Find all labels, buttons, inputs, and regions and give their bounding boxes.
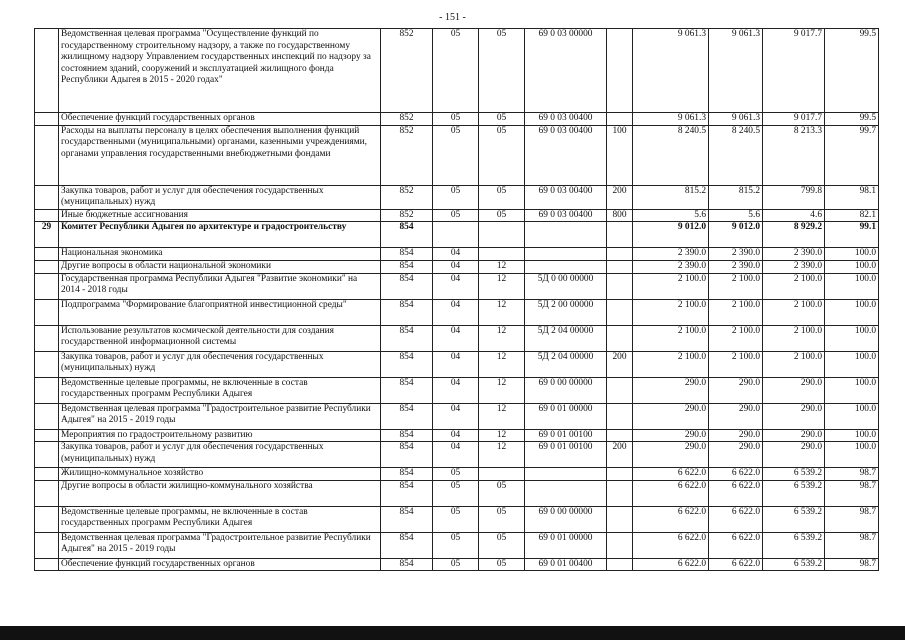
- execution-percent: 100.0: [825, 260, 879, 273]
- rz-code: 04: [433, 273, 479, 299]
- refined-amount: 2 100.0: [709, 273, 763, 299]
- table-row: [35, 248, 879, 261]
- row-number: [35, 325, 59, 351]
- csr-code: [525, 480, 607, 506]
- execution-percent: 100.0: [825, 299, 879, 325]
- pr-code: 05: [479, 29, 525, 113]
- ved-code: 854: [381, 273, 433, 299]
- execution-percent: 100.0: [825, 429, 879, 442]
- rz-code: 05: [433, 506, 479, 532]
- table-body: [35, 29, 879, 571]
- row-number: [35, 260, 59, 273]
- executed-amount: 799.8: [763, 185, 825, 209]
- refined-amount: 290.0: [709, 429, 763, 442]
- row-number: [35, 377, 59, 403]
- execution-percent: 98.7: [825, 558, 879, 571]
- table-row: [35, 506, 879, 532]
- plan-amount: 290.0: [633, 429, 709, 442]
- pr-code: 05: [479, 532, 525, 558]
- ved-code: 854: [381, 480, 433, 506]
- row-number: [35, 480, 59, 506]
- execution-percent: 98.7: [825, 506, 879, 532]
- refined-amount: 2 390.0: [709, 248, 763, 261]
- row-number: [35, 29, 59, 113]
- refined-amount: 290.0: [709, 377, 763, 403]
- ved-code: 854: [381, 222, 433, 248]
- plan-amount: 5.6: [633, 209, 709, 222]
- row-name: Расходы на выплаты персоналу в целях обеспечения выполнения функций государственными (муниципальными) органами, казенными учреждениями, органами управления государственными внебюджетными фондами: [59, 125, 381, 185]
- vr-code: [607, 506, 633, 532]
- execution-percent: 100.0: [825, 273, 879, 299]
- pr-code: 12: [479, 351, 525, 377]
- ved-code: 854: [381, 260, 433, 273]
- table-row: [35, 558, 879, 571]
- plan-amount: 290.0: [633, 403, 709, 429]
- row-number: [35, 113, 59, 126]
- executed-amount: 2 100.0: [763, 273, 825, 299]
- csr-code: 69 0 03 00400: [525, 125, 607, 185]
- executed-amount: 2 100.0: [763, 325, 825, 351]
- row-number: 29: [35, 222, 59, 248]
- execution-percent: 98.7: [825, 532, 879, 558]
- table-row: [35, 29, 879, 113]
- ved-code: 854: [381, 325, 433, 351]
- csr-code: 5Д 2 04 00000: [525, 351, 607, 377]
- vr-code: [607, 113, 633, 126]
- ved-code: 854: [381, 558, 433, 571]
- refined-amount: 9 061.3: [709, 29, 763, 113]
- ved-code: 854: [381, 299, 433, 325]
- csr-code: 69 0 03 00400: [525, 209, 607, 222]
- executed-amount: 2 100.0: [763, 299, 825, 325]
- pr-code: 12: [479, 429, 525, 442]
- csr-code: 69 0 00 00000: [525, 506, 607, 532]
- csr-code: 69 0 01 00100: [525, 429, 607, 442]
- pr-code: 05: [479, 480, 525, 506]
- ved-code: 852: [381, 185, 433, 209]
- row-name: Обеспечение функций государственных органов: [59, 558, 381, 571]
- row-number: [35, 248, 59, 261]
- row-number: [35, 468, 59, 481]
- plan-amount: 8 240.5: [633, 125, 709, 185]
- row-name: Ведомственная целевая программа "Градостроительное развитие Республики Адыгея" на 2015 - 2019 годы: [59, 403, 381, 429]
- table-row: [35, 209, 879, 222]
- executed-amount: 8 213.3: [763, 125, 825, 185]
- pr-code: 05: [479, 185, 525, 209]
- refined-amount: 5.6: [709, 209, 763, 222]
- ved-code: 854: [381, 506, 433, 532]
- plan-amount: 6 622.0: [633, 558, 709, 571]
- rz-code: 04: [433, 351, 479, 377]
- execution-percent: 100.0: [825, 403, 879, 429]
- vr-code: [607, 480, 633, 506]
- pr-code: 12: [479, 442, 525, 468]
- refined-amount: 6 622.0: [709, 558, 763, 571]
- executed-amount: 290.0: [763, 403, 825, 429]
- vr-code: [607, 299, 633, 325]
- rz-code: 04: [433, 403, 479, 429]
- row-name: Другие вопросы в области жилищно-коммунального хозяйства: [59, 480, 381, 506]
- row-name: Использование результатов космической деятельности для создания государственной информационной системы: [59, 325, 381, 351]
- executed-amount: 4.6: [763, 209, 825, 222]
- csr-code: 69 0 01 00000: [525, 403, 607, 429]
- vr-code: [607, 468, 633, 481]
- row-number: [35, 185, 59, 209]
- plan-amount: 6 622.0: [633, 532, 709, 558]
- row-name: Ведомственные целевые программы, не включенные в состав государственных программ Республики Адыгея: [59, 377, 381, 403]
- csr-code: [525, 468, 607, 481]
- refined-amount: 815.2: [709, 185, 763, 209]
- refined-amount: 6 622.0: [709, 468, 763, 481]
- vr-code: [607, 222, 633, 248]
- vr-code: 200: [607, 442, 633, 468]
- row-name: Закупка товаров, работ и услуг для обеспечения государственных (муниципальных) нужд: [59, 442, 381, 468]
- execution-percent: 99.7: [825, 125, 879, 185]
- row-name: Государственная программа Республики Адыгея "Развитие экономики" на 2014 - 2018 годы: [59, 273, 381, 299]
- plan-amount: 9 061.3: [633, 29, 709, 113]
- ved-code: 852: [381, 113, 433, 126]
- vr-code: 200: [607, 351, 633, 377]
- table-row: [35, 377, 879, 403]
- row-number: [35, 429, 59, 442]
- refined-amount: 8 240.5: [709, 125, 763, 185]
- plan-amount: 6 622.0: [633, 506, 709, 532]
- execution-percent: 99.5: [825, 29, 879, 113]
- executed-amount: 2 100.0: [763, 351, 825, 377]
- row-number: [35, 125, 59, 185]
- executed-amount: 290.0: [763, 429, 825, 442]
- pr-code: 12: [479, 260, 525, 273]
- csr-code: 69 0 01 00100: [525, 442, 607, 468]
- pr-code: 05: [479, 506, 525, 532]
- csr-code: 69 0 03 00000: [525, 29, 607, 113]
- csr-code: 5Д 2 00 00000: [525, 299, 607, 325]
- pr-code: [479, 248, 525, 261]
- vr-code: 100: [607, 125, 633, 185]
- executed-amount: 9 017.7: [763, 29, 825, 113]
- rz-code: 04: [433, 429, 479, 442]
- executed-amount: 6 539.2: [763, 532, 825, 558]
- plan-amount: 2 100.0: [633, 351, 709, 377]
- plan-amount: 2 100.0: [633, 325, 709, 351]
- row-number: [35, 209, 59, 222]
- execution-percent: 98.1: [825, 185, 879, 209]
- execution-percent: 100.0: [825, 442, 879, 468]
- row-name: Иные бюджетные ассигнования: [59, 209, 381, 222]
- csr-code: 69 0 03 00400: [525, 113, 607, 126]
- execution-percent: 99.1: [825, 222, 879, 248]
- refined-amount: 6 622.0: [709, 506, 763, 532]
- pr-code: 05: [479, 558, 525, 571]
- rz-code: 05: [433, 209, 479, 222]
- executed-amount: 2 390.0: [763, 260, 825, 273]
- row-number: [35, 558, 59, 571]
- row-name: Ведомственная целевая программа "Градостроительное развитие Республики Адыгея" на 2015 - 2019 годы: [59, 532, 381, 558]
- csr-code: 5Д 0 00 00000: [525, 273, 607, 299]
- row-name: Ведомственная целевая программа "Осуществление функций по государственному строительному надзору, а также по государственному жилищному надзору Управлением государственных инспекций по надзору за состоянием зданий, сооружений и эксплуатацией жилищного фонда Республики Адыгея в 2015 - 2020 годах": [59, 29, 381, 113]
- plan-amount: 6 622.0: [633, 468, 709, 481]
- rz-code: 05: [433, 113, 479, 126]
- rz-code: 05: [433, 480, 479, 506]
- table-row: [35, 260, 879, 273]
- plan-amount: 290.0: [633, 442, 709, 468]
- vr-code: [607, 377, 633, 403]
- plan-amount: 290.0: [633, 377, 709, 403]
- execution-percent: 100.0: [825, 377, 879, 403]
- refined-amount: 290.0: [709, 403, 763, 429]
- executed-amount: 290.0: [763, 377, 825, 403]
- execution-percent: 99.5: [825, 113, 879, 126]
- row-number: [35, 532, 59, 558]
- table-row: [35, 351, 879, 377]
- vr-code: [607, 429, 633, 442]
- refined-amount: 290.0: [709, 442, 763, 468]
- execution-percent: 100.0: [825, 325, 879, 351]
- table-row: [35, 532, 879, 558]
- row-name: Закупка товаров, работ и услуг для обеспечения государственных (муниципальных) нужд: [59, 351, 381, 377]
- pr-code: 12: [479, 273, 525, 299]
- row-name: Другие вопросы в области национальной экономики: [59, 260, 381, 273]
- table-row: [35, 299, 879, 325]
- pr-code: [479, 468, 525, 481]
- pr-code: 05: [479, 113, 525, 126]
- pr-code: [479, 222, 525, 248]
- plan-amount: 2 100.0: [633, 299, 709, 325]
- row-name: Комитет Республики Адыгея по архитектуре и градостроительству: [59, 222, 381, 248]
- plan-amount: 2 390.0: [633, 248, 709, 261]
- refined-amount: 6 622.0: [709, 480, 763, 506]
- csr-code: [525, 222, 607, 248]
- csr-code: 69 0 01 00000: [525, 532, 607, 558]
- table-row: [35, 325, 879, 351]
- rz-code: 04: [433, 260, 479, 273]
- refined-amount: 9 012.0: [709, 222, 763, 248]
- vr-code: [607, 325, 633, 351]
- table-row: [35, 468, 879, 481]
- csr-code: 69 0 00 00000: [525, 377, 607, 403]
- refined-amount: 2 390.0: [709, 260, 763, 273]
- refined-amount: 6 622.0: [709, 532, 763, 558]
- csr-code: 5Д 2 04 00000: [525, 325, 607, 351]
- rz-code: 04: [433, 377, 479, 403]
- table-row: [35, 403, 879, 429]
- execution-percent: 100.0: [825, 248, 879, 261]
- scan-bottom-edge: [0, 626, 905, 640]
- executed-amount: 290.0: [763, 442, 825, 468]
- table-row: [35, 273, 879, 299]
- row-number: [35, 351, 59, 377]
- pr-code: 12: [479, 377, 525, 403]
- pr-code: 05: [479, 125, 525, 185]
- refined-amount: 2 100.0: [709, 325, 763, 351]
- ved-code: 852: [381, 125, 433, 185]
- executed-amount: 8 929.2: [763, 222, 825, 248]
- executed-amount: 2 390.0: [763, 248, 825, 261]
- vr-code: [607, 29, 633, 113]
- ved-code: 854: [381, 248, 433, 261]
- csr-code: 69 0 03 00400: [525, 185, 607, 209]
- vr-code: 800: [607, 209, 633, 222]
- rz-code: 04: [433, 299, 479, 325]
- row-name: Закупка товаров, работ и услуг для обеспечения государственных (муниципальных) нужд: [59, 185, 381, 209]
- executed-amount: 9 017.7: [763, 113, 825, 126]
- csr-code: [525, 248, 607, 261]
- plan-amount: 9 012.0: [633, 222, 709, 248]
- rz-code: 05: [433, 185, 479, 209]
- pr-code: 12: [479, 299, 525, 325]
- executed-amount: 6 539.2: [763, 468, 825, 481]
- table-row: [35, 429, 879, 442]
- pr-code: 05: [479, 209, 525, 222]
- row-name: Подпрограмма "Формирование благоприятной инвестиционной среды": [59, 299, 381, 325]
- ved-code: 854: [381, 532, 433, 558]
- table-row: [35, 113, 879, 126]
- rz-code: 04: [433, 325, 479, 351]
- rz-code: [433, 222, 479, 248]
- vr-code: [607, 532, 633, 558]
- row-number: [35, 442, 59, 468]
- ved-code: 852: [381, 29, 433, 113]
- row-name: Национальная экономика: [59, 248, 381, 261]
- execution-percent: 98.7: [825, 468, 879, 481]
- ved-code: 854: [381, 468, 433, 481]
- page-number: - 151 -: [439, 12, 466, 23]
- rz-code: 04: [433, 442, 479, 468]
- vr-code: [607, 558, 633, 571]
- row-number: [35, 273, 59, 299]
- ved-code: 854: [381, 351, 433, 377]
- execution-percent: 82.1: [825, 209, 879, 222]
- ved-code: 854: [381, 403, 433, 429]
- plan-amount: 6 622.0: [633, 480, 709, 506]
- executed-amount: 6 539.2: [763, 480, 825, 506]
- vr-code: [607, 403, 633, 429]
- table-row: [35, 185, 879, 209]
- execution-percent: 100.0: [825, 351, 879, 377]
- refined-amount: 2 100.0: [709, 299, 763, 325]
- row-number: [35, 403, 59, 429]
- pr-code: 12: [479, 403, 525, 429]
- ved-code: 854: [381, 429, 433, 442]
- table-row: [35, 442, 879, 468]
- rz-code: 05: [433, 29, 479, 113]
- vr-code: [607, 248, 633, 261]
- execution-percent: 98.7: [825, 480, 879, 506]
- row-name: Обеспечение функций государственных органов: [59, 113, 381, 126]
- executed-amount: 6 539.2: [763, 506, 825, 532]
- ved-code: 852: [381, 209, 433, 222]
- vr-code: 200: [607, 185, 633, 209]
- vr-code: [607, 273, 633, 299]
- budget-table: [34, 28, 879, 571]
- plan-amount: 9 061.3: [633, 113, 709, 126]
- refined-amount: 9 061.3: [709, 113, 763, 126]
- plan-amount: 2 390.0: [633, 260, 709, 273]
- rz-code: 05: [433, 125, 479, 185]
- row-number: [35, 506, 59, 532]
- pr-code: 12: [479, 325, 525, 351]
- rz-code: 05: [433, 532, 479, 558]
- refined-amount: 2 100.0: [709, 351, 763, 377]
- csr-code: 69 0 01 00400: [525, 558, 607, 571]
- rz-code: 04: [433, 248, 479, 261]
- row-name: Жилищно-коммунальное хозяйство: [59, 468, 381, 481]
- table-row: [35, 222, 879, 248]
- rz-code: 05: [433, 468, 479, 481]
- csr-code: [525, 260, 607, 273]
- table-row: [35, 480, 879, 506]
- rz-code: 05: [433, 558, 479, 571]
- row-number: [35, 299, 59, 325]
- plan-amount: 2 100.0: [633, 273, 709, 299]
- row-name: Ведомственные целевые программы, не включенные в состав государственных программ Республики Адыгея: [59, 506, 381, 532]
- vr-code: [607, 260, 633, 273]
- row-name: Мероприятия по градостроительному развитию: [59, 429, 381, 442]
- executed-amount: 6 539.2: [763, 558, 825, 571]
- ved-code: 854: [381, 377, 433, 403]
- ved-code: 854: [381, 442, 433, 468]
- plan-amount: 815.2: [633, 185, 709, 209]
- table-row: [35, 125, 879, 185]
